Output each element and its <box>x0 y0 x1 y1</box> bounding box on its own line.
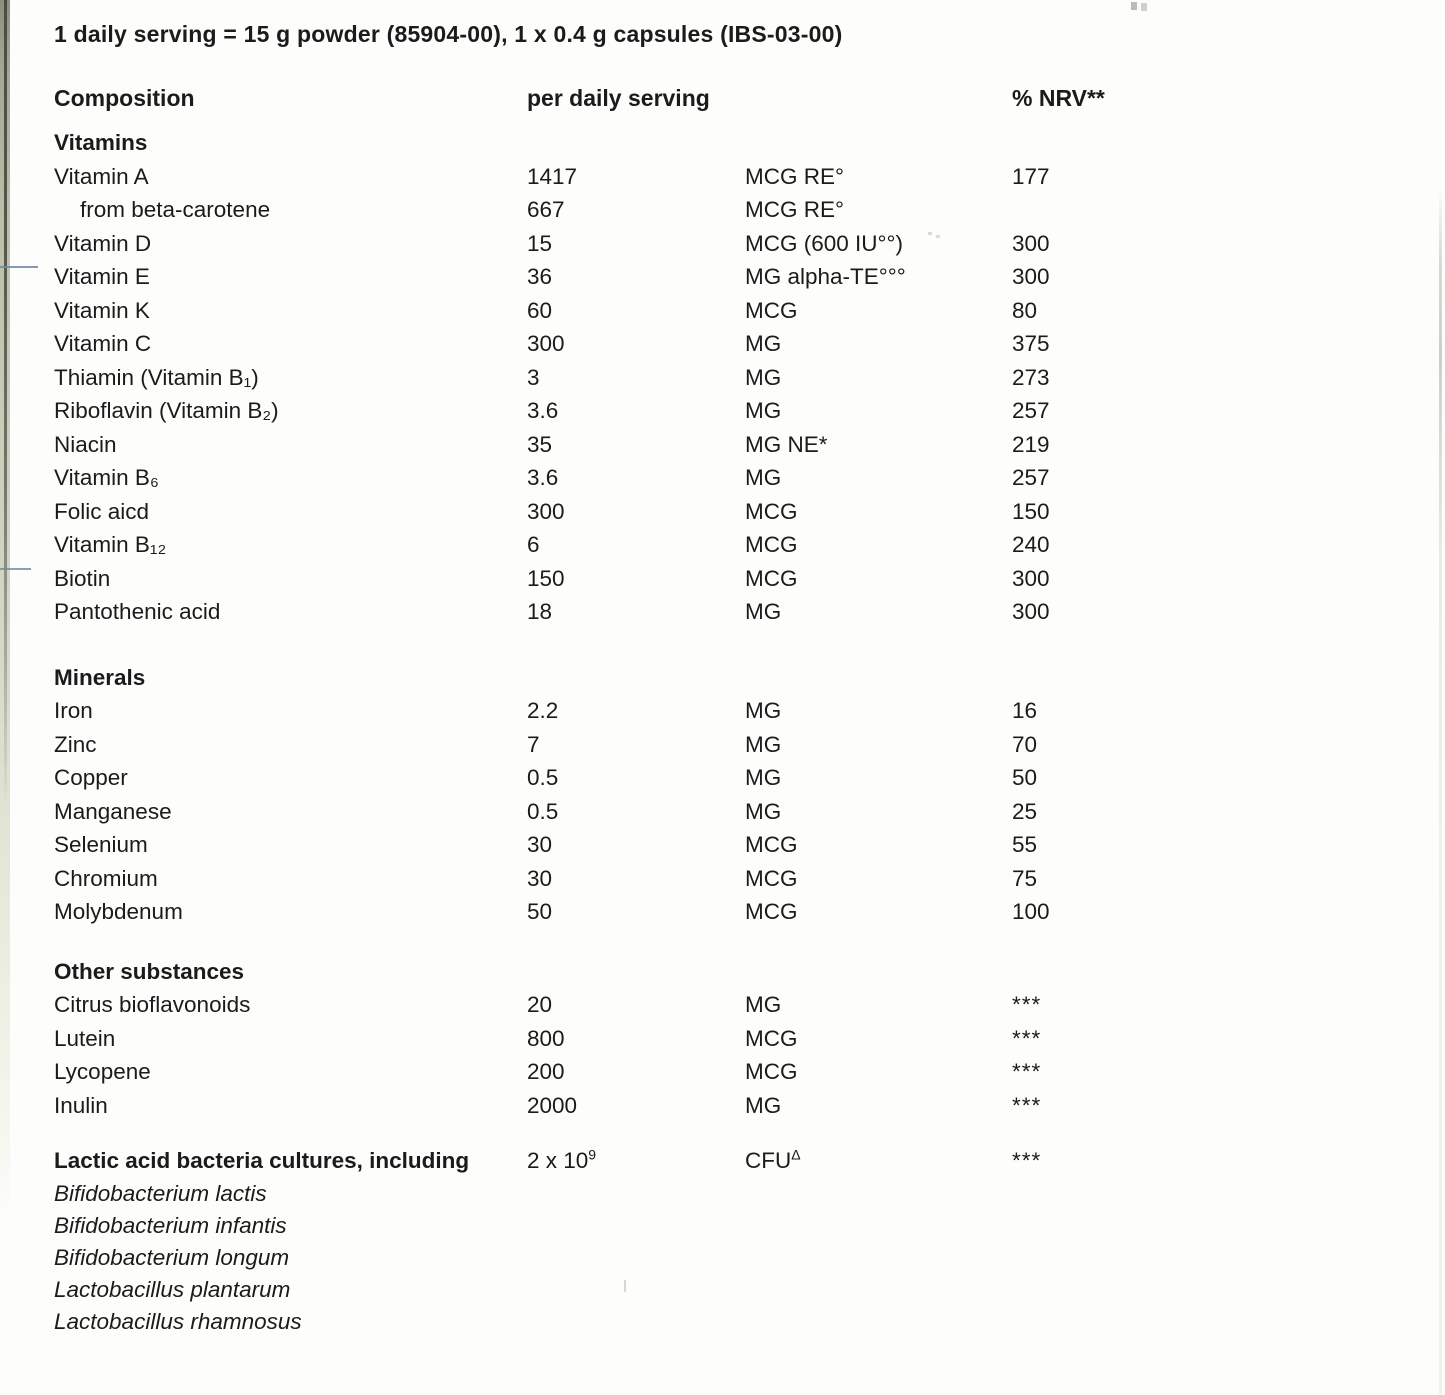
nutrient-name: Vitamin E <box>54 264 150 289</box>
nrv-value: *** <box>1012 1059 1042 1084</box>
column-header-composition: Composition <box>54 85 195 111</box>
document-content <box>54 20 1414 1338</box>
table-row <box>54 694 1414 728</box>
unit-label: MCG RE° <box>745 163 844 189</box>
nutrient-name: Lutein <box>54 1025 116 1051</box>
table-row <box>54 895 1414 929</box>
amount-exponent: 9 <box>588 1146 597 1163</box>
unit-label: MCG <box>745 899 798 924</box>
unit-label: MG <box>745 331 782 356</box>
nutrient-name: Zinc <box>54 731 97 757</box>
bacteria-species: Bifidobacterium longum <box>54 1244 290 1270</box>
nrv-value: 50 <box>1012 765 1038 790</box>
table-row <box>54 1144 1414 1178</box>
nutrient-name: Manganese <box>54 798 172 824</box>
table-row <box>54 862 1414 896</box>
nrv-value: 300 <box>1012 230 1050 256</box>
section-title: Minerals <box>54 664 146 690</box>
table-row <box>54 828 1414 862</box>
unit-label: MG alpha-TE°°° <box>745 264 906 289</box>
scan-artifact <box>1131 2 1137 10</box>
table-row <box>54 361 1414 395</box>
nrv-value: *** <box>1012 992 1042 1017</box>
nrv-value: 100 <box>1012 899 1050 924</box>
amount-value: 60 <box>527 297 553 323</box>
amount-value: 20 <box>527 992 553 1017</box>
nutrient-name: Vitamin A <box>54 163 149 189</box>
nrv-value: *** <box>1012 1025 1042 1051</box>
amount-value: 0.5 <box>527 765 559 790</box>
table-row <box>54 1089 1414 1123</box>
bacteria-title: Lactic acid bacteria cultures, including <box>54 1148 470 1173</box>
nrv-value: 300 <box>1012 264 1050 289</box>
serving-header: 1 daily serving = 15 g powder (85904-00), 1 x 0.4 g capsules (IBS-03-00) <box>54 21 843 47</box>
table-row <box>54 761 1414 795</box>
table-row <box>54 988 1414 1022</box>
nutrient-name: Copper <box>54 765 128 790</box>
nrv-value: 257 <box>1012 398 1050 423</box>
column-header-per-daily-serving: per daily serving <box>527 85 710 111</box>
nutrient-name: Citrus bioflavonoids <box>54 992 251 1017</box>
nrv-value: 80 <box>1012 297 1038 323</box>
amount-value: 3.6 <box>527 398 559 423</box>
nrv-value: 219 <box>1012 431 1050 457</box>
table-row <box>54 227 1414 261</box>
nrv-value: 150 <box>1012 498 1050 524</box>
section-title: Other substances <box>54 958 245 984</box>
nutrient-name: Iron <box>54 698 93 723</box>
amount-value: 150 <box>527 565 565 591</box>
amount-value: 667 <box>527 197 565 222</box>
nrv-value: *** <box>1012 1148 1042 1173</box>
amount-value: 1417 <box>527 163 578 189</box>
table-row <box>54 595 1414 629</box>
nutrient-name: Molybdenum <box>54 899 183 924</box>
nrv-value: 16 <box>1012 698 1038 723</box>
amount-value: 15 <box>527 230 553 256</box>
unit-label: MG <box>745 765 782 790</box>
nutrient-name: Vitamin B₆ <box>54 465 159 490</box>
unit-label: MG <box>745 798 782 824</box>
unit-label: MG <box>745 465 782 490</box>
amount-value: 200 <box>527 1059 565 1084</box>
nutrient-name: Vitamin C <box>54 331 152 356</box>
nutrient-name: Pantothenic acid <box>54 599 221 624</box>
unit-label: MG <box>745 1092 782 1118</box>
table-row <box>54 394 1414 428</box>
nutrient-name: Vitamin B₁₂ <box>54 532 167 557</box>
amount-base: 2 x 10 <box>527 1148 589 1173</box>
amount-value: 30 <box>527 832 553 857</box>
nutrient-name: Lycopene <box>54 1059 151 1084</box>
unit-label: MCG <box>745 532 798 557</box>
nutrient-name: Inulin <box>54 1092 108 1118</box>
unit-label: MG <box>745 698 782 723</box>
nutrient-name: Riboflavin (Vitamin B₂) <box>54 398 279 423</box>
nutrient-name: Vitamin D <box>54 230 152 256</box>
nutrient-name: Biotin <box>54 565 111 591</box>
unit-label: MCG <box>745 832 798 857</box>
margin-tick-mark <box>0 568 31 570</box>
table-row <box>54 562 1414 596</box>
nrv-value: 25 <box>1012 798 1038 824</box>
amount-value: 36 <box>527 264 553 289</box>
amount-value: 50 <box>527 899 553 924</box>
amount-value: 0.5 <box>527 798 559 824</box>
table-row <box>54 1022 1414 1056</box>
nutrient-name: Vitamin K <box>54 297 150 323</box>
unit-superscript-delta: Δ <box>791 1146 801 1163</box>
nrv-value: *** <box>1012 1092 1042 1118</box>
unit-label: MCG <box>745 498 798 524</box>
unit-label: MG NE* <box>745 431 828 457</box>
table-row <box>54 260 1414 294</box>
nutrient-name: Chromium <box>54 865 158 891</box>
bacteria-species: Lactobacillus plantarum <box>54 1276 291 1302</box>
table-row <box>54 428 1414 462</box>
nrv-value: 273 <box>1012 364 1050 390</box>
table-row <box>54 193 1414 227</box>
nrv-value: 257 <box>1012 465 1050 490</box>
nutrient-name: from beta-carotene <box>80 197 271 222</box>
unit-label: MCG (600 IU°°) <box>745 230 904 256</box>
unit-label: MCG <box>745 565 798 591</box>
nrv-value: 300 <box>1012 565 1050 591</box>
unit-label: MG <box>745 364 782 390</box>
nrv-value: 177 <box>1012 163 1050 189</box>
unit-label: MG <box>745 731 782 757</box>
amount-value: 800 <box>527 1025 565 1051</box>
unit-label: MCG <box>745 865 798 891</box>
unit-base: CFU <box>745 1148 792 1173</box>
bacteria-species: Bifidobacterium infantis <box>54 1212 287 1238</box>
unit-label: MCG RE° <box>745 197 844 222</box>
section-bacteria <box>54 1144 1414 1338</box>
nutrient-name: Niacin <box>54 431 117 457</box>
section-minerals <box>54 661 1414 929</box>
section-vitamins <box>54 126 1414 629</box>
table-row <box>54 294 1414 328</box>
unit-label: MCG <box>745 1059 798 1084</box>
margin-tick-mark <box>0 266 38 268</box>
amount-value: 30 <box>527 865 553 891</box>
section-title: Vitamins <box>54 130 148 155</box>
amount-value: 300 <box>527 331 565 356</box>
unit-label: MCG <box>745 297 798 323</box>
amount-value: 35 <box>527 431 553 457</box>
scan-right-band <box>1439 188 1442 1395</box>
table-row <box>54 461 1414 495</box>
nutrient-name: Thiamin (Vitamin B₁) <box>54 364 259 390</box>
bacteria-species: Lactobacillus rhamnosus <box>54 1308 302 1334</box>
section-other-substances <box>54 955 1414 1123</box>
table-row <box>54 795 1414 829</box>
unit-label <box>745 1144 1012 1178</box>
nutrient-name: Folic aicd <box>54 498 150 524</box>
amount-value: 6 <box>527 532 540 557</box>
amount-value: 18 <box>527 599 553 624</box>
table-row <box>54 728 1414 762</box>
nrv-value: 55 <box>1012 832 1038 857</box>
table-row <box>54 495 1414 529</box>
table-row <box>54 528 1414 562</box>
amount-value: 2000 <box>527 1092 578 1118</box>
table-row <box>54 160 1414 194</box>
nutrient-name: Selenium <box>54 832 148 857</box>
nrv-value: 375 <box>1012 331 1050 356</box>
column-header-nrv: % NRV** <box>1012 85 1105 111</box>
bacteria-species: Bifidobacterium lactis <box>54 1180 267 1206</box>
nrv-value: 240 <box>1012 532 1050 557</box>
amount-value: 2.2 <box>527 698 559 723</box>
nrv-value: 300 <box>1012 599 1050 624</box>
unit-label: MCG <box>745 1025 798 1051</box>
unit-label: MG <box>745 599 782 624</box>
amount-value: 3.6 <box>527 465 559 490</box>
amount-value: 7 <box>527 731 540 757</box>
table-row <box>54 1055 1414 1089</box>
nrv-value: 70 <box>1012 731 1038 757</box>
amount-value: 300 <box>527 498 565 524</box>
amount-value <box>527 1144 745 1178</box>
column-header-row <box>54 84 1414 112</box>
unit-label: MG <box>745 398 782 423</box>
table-row <box>54 327 1414 361</box>
scan-edge-line <box>4 0 7 809</box>
nrv-value: 75 <box>1012 865 1038 891</box>
unit-label: MG <box>745 992 782 1017</box>
amount-value: 3 <box>527 364 540 390</box>
